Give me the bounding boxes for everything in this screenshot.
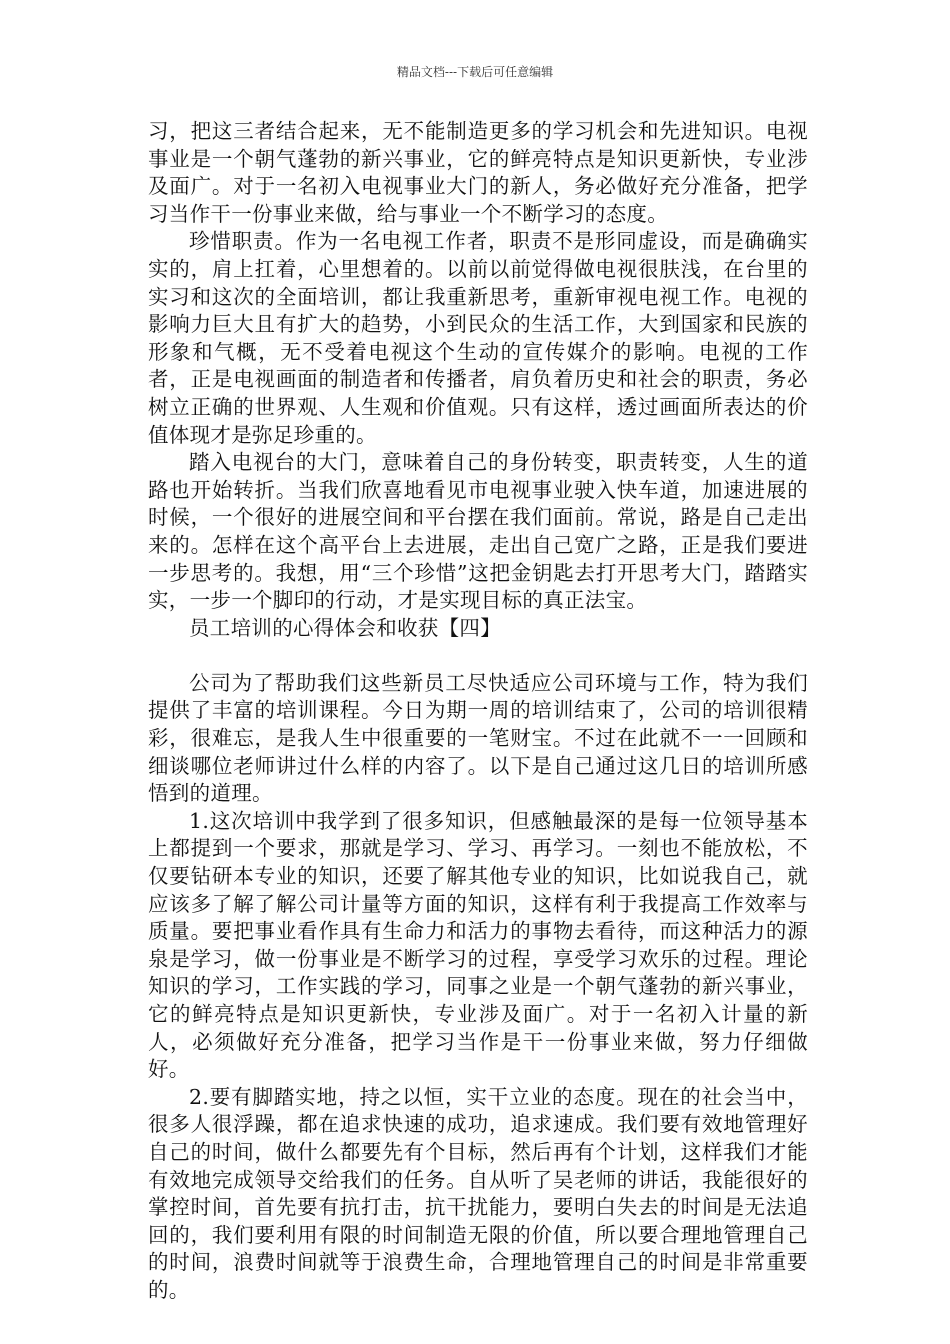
section-heading: 员工培训的心得体会和收获【四】 bbox=[189, 615, 501, 640]
page-header: 精品文档---下载后可任意编辑 bbox=[396, 65, 554, 79]
paragraph-continuation: 习，把这三者结合起来，无不能制造更多的学习机会和先进知识。电视事业是一个朝气蓬勃的新兴事业，它的鲜亮特点是知识更新快，专业涉及面广。对于一名初入电视事业大门的新人，务必做好充分准备，把学习当作干一份事业来做，给与事业一个不断学习的态度。 bbox=[148, 119, 808, 226]
paragraph-enter-station: 踏入电视台的大门，意味着自己的身份转变，职责转变，人生的道路也开始转折。当我们欣喜地看见市电视事业驶入快车道，加速进展的时候，一个很好的进展空间和平台摆在我们面前。常说，路是自己走出来的。怎样在这个高平台上去进展，走出自己宽广之路，正是我们要进一步思考的。我想，用“三个珍惜”这把金钥匙去打开思考大门，踏踏实实，一步一个脚印的行动，才是实现目标的真正法宝。 bbox=[148, 450, 808, 613]
paragraph-company-training: 公司为了帮助我们这些新员工尽快适应公司环境与工作，特为我们提供了丰富的培训课程。今日为期一周的培训结束了，公司的培训很精彩，很难忘，是我人生中很重要的一笔财宝。不过在此就不一一回顾和细谈哪位老师讲过什么样的内容了。以下是自己通过这几日的培训所感悟到的道理。 bbox=[148, 670, 808, 806]
paragraph-cherish-duty: 珍惜职责。作为一名电视工作者，职责不是形同虚设，而是确确实实的，肩上扛着，心里想着的。以前以前觉得做电视很肤浅，在台里的实习和这次的全面培训，都让我重新思考，重新审视电视工作。电视的影响力巨大且有扩大的趋势，小到民众的生活工作，大到国家和民族的形象和气概，无不受着电视这个生动的宣传媒介的影响。电视的工作者，正是电视画面的制造者和传播者，肩负着历史和社会的职责，务必树立正确的世界观、人生观和价值观。只有这样，透过画面所表达的价值体现才是弥足珍重的。 bbox=[148, 229, 808, 447]
paragraph-point-1: 1.这次培训中我学到了很多知识，但感触最深的是每一位领导基本上都提到一个要求，那就是学习、学习、再学习。一刻也不能放松，不仅要钻研本专业的知识，还要了解其他专业的知识，比如说我自己，就应该多了解了解公司计量等方面的知识，这样有利于我提高工作效率与质量。要把事业看作具有生命力和活力的事物去看待，而这种活力的源泉是学习，做一份事业是不断学习的过程，享受学习欢乐的过程。理论知识的学习，工作实践的学习，同事之业是一个朝气蓬勃的新兴事业，它的鲜亮特点是知识更新快，专业涉及面广。对于一名初入计量的新人，必须做好充分准备，把学习当作是干一份事业来做，努力仔细做好。 bbox=[148, 808, 808, 1082]
paragraph-point-2: 2.要有脚踏实地，持之以恒，实干立业的态度。现在的社会当中，很多人很浮躁，都在追求快速的成功，追求速成。我们要有效地管理好自己的时间，做什么都要先有个目标，然后再有个计划，这样我们才能有效地完成领导交给我们的任务。自从听了吴老师的讲话，我能很好的掌控时间，首先要有抗打击，抗干扰能力，要明白失去的时间是无法追回的，我们要利用有限的时间制造无限的价值，所以要合理地管理自己的时间，浪费时间就等于浪费生命，合理地管理自己的时间是非常重要的。 bbox=[148, 1084, 808, 1302]
document-body bbox=[148, 118, 808, 1305]
